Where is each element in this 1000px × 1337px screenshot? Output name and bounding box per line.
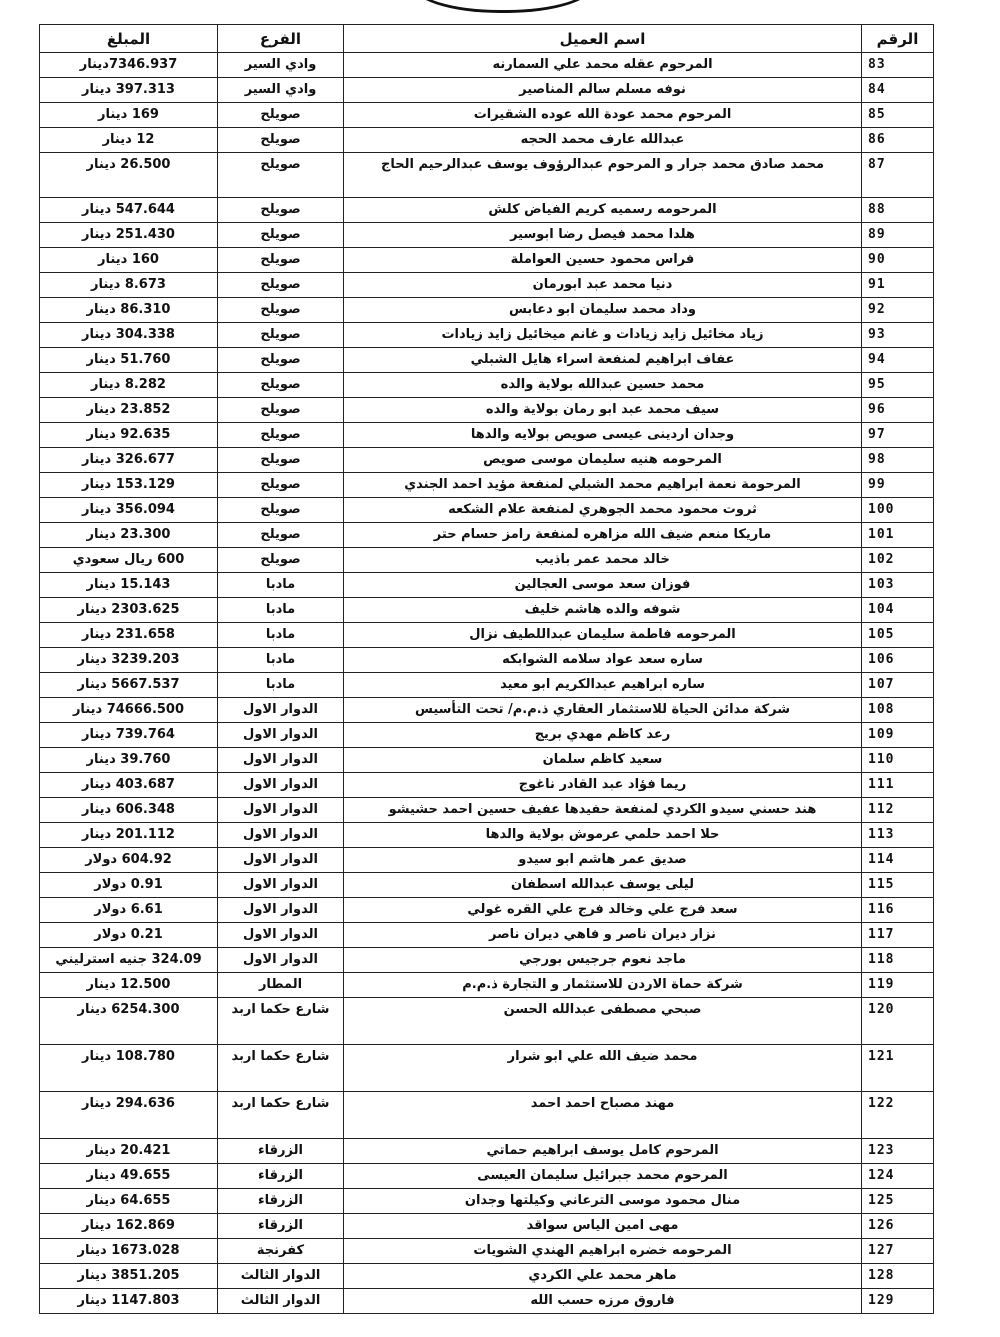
table-row [40,973,934,998]
row-number: 129 [862,1289,934,1314]
row-amount: 108.780 دينار [40,1045,218,1092]
table-row [40,1164,934,1189]
row-branch: كفرنجة [218,1239,344,1264]
row-branch: الدوار الثالث [218,1264,344,1289]
row-number: 86 [862,128,934,153]
row-number: 110 [862,748,934,773]
table-row [40,623,934,648]
table-row [40,773,934,798]
table-row [40,898,934,923]
row-number: 114 [862,848,934,873]
row-branch: الدوار الاول [218,773,344,798]
row-client-name: المرحومه رسميه كريم الفياض كلش [344,198,862,223]
table-row [40,998,934,1045]
table-row [40,273,934,298]
row-branch: الدوار الاول [218,798,344,823]
row-client-name: مهند مصباح احمد احمد [344,1092,862,1139]
row-branch: شارع حكما اربد [218,1092,344,1139]
table-row [40,673,934,698]
row-branch: الزرقاء [218,1214,344,1239]
row-amount: 604.92 دولار [40,848,218,873]
row-client-name: منال محمود موسى الترعاني وكيلتها وجدان [344,1189,862,1214]
row-branch: صويلح [218,223,344,248]
row-client-name: شركة حماة الاردن للاستثمار و التجارة ذ.م.م [344,973,862,998]
row-number: 95 [862,373,934,398]
row-number: 104 [862,598,934,623]
row-number: 117 [862,923,934,948]
row-number: 124 [862,1164,934,1189]
row-amount: 162.869 دينار [40,1214,218,1239]
row-branch: مادبا [218,648,344,673]
row-client-name: فراس محمود حسين العواملة [344,248,862,273]
row-number: 121 [862,1045,934,1092]
row-number: 113 [862,823,934,848]
row-branch: الزرقاء [218,1164,344,1189]
row-branch: الدوار الاول [218,923,344,948]
row-number: 92 [862,298,934,323]
row-client-name: المرحومة نعمة ابراهيم محمد الشبلي لمنفعة مؤيد احمد الجندي [344,473,862,498]
row-branch: صويلح [218,348,344,373]
row-client-name: محمد صادق محمد جرار و المرحوم عبدالرؤوف يوسف عبدالرحيم الحاج [344,153,862,198]
row-client-name: ثروت محمود محمد الجوهري لمنفعة علام الشكعه [344,498,862,523]
row-client-name: محمد ضيف الله علي ابو شرار [344,1045,862,1092]
table-row [40,1045,934,1092]
row-branch: صويلح [218,103,344,128]
row-branch: الدوار الثالث [218,1289,344,1314]
row-amount: 356.094 دينار [40,498,218,523]
table-row [40,523,934,548]
row-branch: الدوار الاول [218,698,344,723]
table-row [40,598,934,623]
row-branch: صويلح [218,153,344,198]
row-amount: 2303.625 دينار [40,598,218,623]
row-number: 90 [862,248,934,273]
row-client-name: المرحوم محمد جبرائيل سليمان العيسى [344,1164,862,1189]
row-branch: صويلح [218,423,344,448]
table-row [40,373,934,398]
row-client-name: سيف محمد عبد ابو رمان بولاية والده [344,398,862,423]
row-client-name: عبدالله عارف محمد الحجه [344,128,862,153]
row-amount: 3239.203 دينار [40,648,218,673]
table-row [40,348,934,373]
table-row [40,1139,934,1164]
row-branch: صويلح [218,473,344,498]
row-client-name: المرحومه خضره ابراهيم الهندي الشويات [344,1239,862,1264]
row-client-name: المرحوم عقله محمد علي السمارنه [344,53,862,78]
row-amount: 169 دينار [40,103,218,128]
row-branch: المطار [218,973,344,998]
table-row [40,103,934,128]
row-branch: صويلح [218,128,344,153]
row-branch: صويلح [218,498,344,523]
row-number: 96 [862,398,934,423]
row-client-name: هند حسني سيدو الكردي لمنفعة حفيدها عفيف حسين احمد حشيشو [344,798,862,823]
row-amount: 49.655 دينار [40,1164,218,1189]
row-branch: شارع حكما اربد [218,998,344,1045]
row-branch: الدوار الاول [218,948,344,973]
row-number: 85 [862,103,934,128]
table-row [40,248,934,273]
row-branch: مادبا [218,623,344,648]
top-arc-decoration [410,0,596,13]
row-amount: 7346.937دينار [40,53,218,78]
row-client-name: المرحوم محمد عودة الله عوده الشقيرات [344,103,862,128]
row-amount: 324.09 جنيه استرليني [40,948,218,973]
row-number: 109 [862,723,934,748]
row-number: 118 [862,948,934,973]
row-amount: 26.500 دينار [40,153,218,198]
row-number: 89 [862,223,934,248]
row-client-name: المرحومه هنيه سليمان موسى صويص [344,448,862,473]
row-number: 91 [862,273,934,298]
row-client-name: دنيا محمد عبد ابورمان [344,273,862,298]
row-number: 84 [862,78,934,103]
row-branch: الزرقاء [218,1139,344,1164]
row-amount: 12 دينار [40,128,218,153]
row-number: 108 [862,698,934,723]
table-row [40,698,934,723]
row-amount: 153.129 دينار [40,473,218,498]
row-client-name: ماريكا منعم ضيف الله مزاهره لمنفعة رامز حسام حتر [344,523,862,548]
row-amount: 3851.205 دينار [40,1264,218,1289]
row-amount: 0.21 دولار [40,923,218,948]
row-number: 128 [862,1264,934,1289]
row-amount: 5667.537 دينار [40,673,218,698]
table-row [40,78,934,103]
row-amount: 23.300 دينار [40,523,218,548]
row-branch: مادبا [218,573,344,598]
row-branch: صويلح [218,273,344,298]
row-branch: وادي السير [218,78,344,103]
row-client-name: شوفه والده هاشم خليف [344,598,862,623]
row-amount: 15.143 دينار [40,573,218,598]
row-client-name: المرحوم كامل يوسف ابراهيم حماتي [344,1139,862,1164]
row-amount: 12.500 دينار [40,973,218,998]
row-amount: 39.760 دينار [40,748,218,773]
table-row [40,1239,934,1264]
table-row [40,648,934,673]
row-branch: صويلح [218,448,344,473]
row-amount: 160 دينار [40,248,218,273]
row-client-name: نوفه مسلم سالم المناصير [344,78,862,103]
row-amount: 8.673 دينار [40,273,218,298]
row-number: 99 [862,473,934,498]
row-amount: 1147.803 دينار [40,1289,218,1314]
table-row [40,723,934,748]
header-name: اسم العميل [344,25,862,53]
row-number: 97 [862,423,934,448]
table-row [40,548,934,573]
table-row [40,848,934,873]
row-number: 115 [862,873,934,898]
row-amount: 403.687 دينار [40,773,218,798]
row-amount: 397.313 دينار [40,78,218,103]
table-row [40,323,934,348]
row-client-name: هلدا محمد فيصل رضا ابوسير [344,223,862,248]
row-amount: 600 ريال سعودي [40,548,218,573]
table-row [40,1264,934,1289]
row-branch: الدوار الاول [218,898,344,923]
row-branch: شارع حكما اربد [218,1045,344,1092]
row-amount: 6254.300 دينار [40,998,218,1045]
table-row [40,298,934,323]
row-amount: 86.310 دينار [40,298,218,323]
row-number: 126 [862,1214,934,1239]
table-row [40,198,934,223]
row-client-name: رعد كاظم مهدي بريج [344,723,862,748]
row-amount: 6.61 دولار [40,898,218,923]
row-number: 107 [862,673,934,698]
row-branch: صويلح [218,548,344,573]
row-number: 127 [862,1239,934,1264]
table-row [40,223,934,248]
row-branch: صويلح [218,398,344,423]
row-client-name: وجدان اردينى عيسى صويص بولايه والدها [344,423,862,448]
row-number: 123 [862,1139,934,1164]
table-row [40,573,934,598]
row-client-name: خالد محمد عمر باذيب [344,548,862,573]
table-row [40,153,934,198]
header-branch: الفرع [218,25,344,53]
table-row [40,498,934,523]
row-number: 116 [862,898,934,923]
table-row [40,128,934,153]
row-branch: الدوار الاول [218,848,344,873]
row-number: 87 [862,153,934,198]
row-number: 122 [862,1092,934,1139]
row-number: 119 [862,973,934,998]
row-number: 103 [862,573,934,598]
row-branch: الدوار الاول [218,723,344,748]
row-branch: الدوار الاول [218,748,344,773]
table-row [40,873,934,898]
row-amount: 23.852 دينار [40,398,218,423]
row-amount: 74666.500 دينار [40,698,218,723]
row-client-name: نزار ديران ناصر و فاهي ديران ناصر [344,923,862,948]
table-row [40,1189,934,1214]
row-amount: 51.760 دينار [40,348,218,373]
row-branch: الدوار الاول [218,823,344,848]
row-amount: 20.421 دينار [40,1139,218,1164]
row-amount: 64.655 دينار [40,1189,218,1214]
table-row [40,948,934,973]
table-row [40,923,934,948]
row-amount: 92.635 دينار [40,423,218,448]
table-row [40,798,934,823]
row-number: 98 [862,448,934,473]
header-amount: المبلغ [40,25,218,53]
row-amount: 326.677 دينار [40,448,218,473]
row-client-name: ساره سعد عواد سلامه الشوابكه [344,648,862,673]
table-row [40,748,934,773]
row-amount: 739.764 دينار [40,723,218,748]
row-branch: الزرقاء [218,1189,344,1214]
row-amount: 0.91 دولار [40,873,218,898]
row-branch: صويلح [218,198,344,223]
row-client-name: زياد مخائيل زايد زيادات و غانم ميخائيل زايد زيادات [344,323,862,348]
row-amount: 231.658 دينار [40,623,218,648]
row-amount: 547.644 دينار [40,198,218,223]
row-number: 102 [862,548,934,573]
row-client-name: المرحومه فاطمة سليمان عبداللطيف نزال [344,623,862,648]
clients-table [39,24,934,1314]
row-amount: 304.338 دينار [40,323,218,348]
row-number: 111 [862,773,934,798]
row-branch: مادبا [218,673,344,698]
row-amount: 251.430 دينار [40,223,218,248]
row-client-name: ساره ابراهيم عبدالكريم ابو معيد [344,673,862,698]
row-number: 105 [862,623,934,648]
row-client-name: مهى امين الياس سواقد [344,1214,862,1239]
row-branch: مادبا [218,598,344,623]
row-client-name: حلا احمد حلمي عرموش بولاية والدها [344,823,862,848]
row-number: 94 [862,348,934,373]
row-client-name: ماهر محمد علي الكردي [344,1264,862,1289]
row-amount: 1673.028 دينار [40,1239,218,1264]
table-row [40,398,934,423]
table-header-row [40,25,934,53]
row-number: 88 [862,198,934,223]
table-row [40,448,934,473]
row-branch: وادي السير [218,53,344,78]
table-row [40,423,934,448]
row-amount: 8.282 دينار [40,373,218,398]
row-client-name: وداد محمد سليمان ابو دعابس [344,298,862,323]
row-client-name: ماجد نعوم جرجيس بورجي [344,948,862,973]
row-client-name: شركة مدائن الحياة للاستثمار العقاري ذ.م.م/ تحت التأسيس [344,698,862,723]
row-number: 125 [862,1189,934,1214]
table-row [40,1214,934,1239]
row-number: 106 [862,648,934,673]
row-branch: صويلح [218,523,344,548]
row-number: 120 [862,998,934,1045]
row-branch: صويلح [218,373,344,398]
row-number: 101 [862,523,934,548]
row-amount: 294.636 دينار [40,1092,218,1139]
row-client-name: صبحي مصطفى عبدالله الحسن [344,998,862,1045]
row-branch: صويلح [218,248,344,273]
row-branch: الدوار الاول [218,873,344,898]
table-row [40,473,934,498]
row-number: 83 [862,53,934,78]
row-client-name: فوزان سعد موسى العجالين [344,573,862,598]
table-row [40,53,934,78]
row-client-name: سعيد كاظم سلمان [344,748,862,773]
table-row [40,1092,934,1139]
header-number: الرقم [862,25,934,53]
row-number: 93 [862,323,934,348]
row-client-name: عفاف ابراهيم لمنفعة اسراء هايل الشبلي [344,348,862,373]
row-number: 100 [862,498,934,523]
row-client-name: ريما فؤاد عبد القادر ناغوج [344,773,862,798]
row-branch: صويلح [218,323,344,348]
row-branch: صويلح [218,298,344,323]
row-client-name: صديق عمر هاشم ابو سيدو [344,848,862,873]
row-client-name: محمد حسين عبدالله بولاية والده [344,373,862,398]
row-amount: 606.348 دينار [40,798,218,823]
row-client-name: سعد فرج علي وخالد فرج علي القره غولي [344,898,862,923]
table-row [40,823,934,848]
row-number: 112 [862,798,934,823]
row-amount: 201.112 دينار [40,823,218,848]
row-client-name: فاروق مرزه حسب الله [344,1289,862,1314]
table-row [40,1289,934,1314]
row-client-name: ليلى يوسف عبدالله اسطفان [344,873,862,898]
